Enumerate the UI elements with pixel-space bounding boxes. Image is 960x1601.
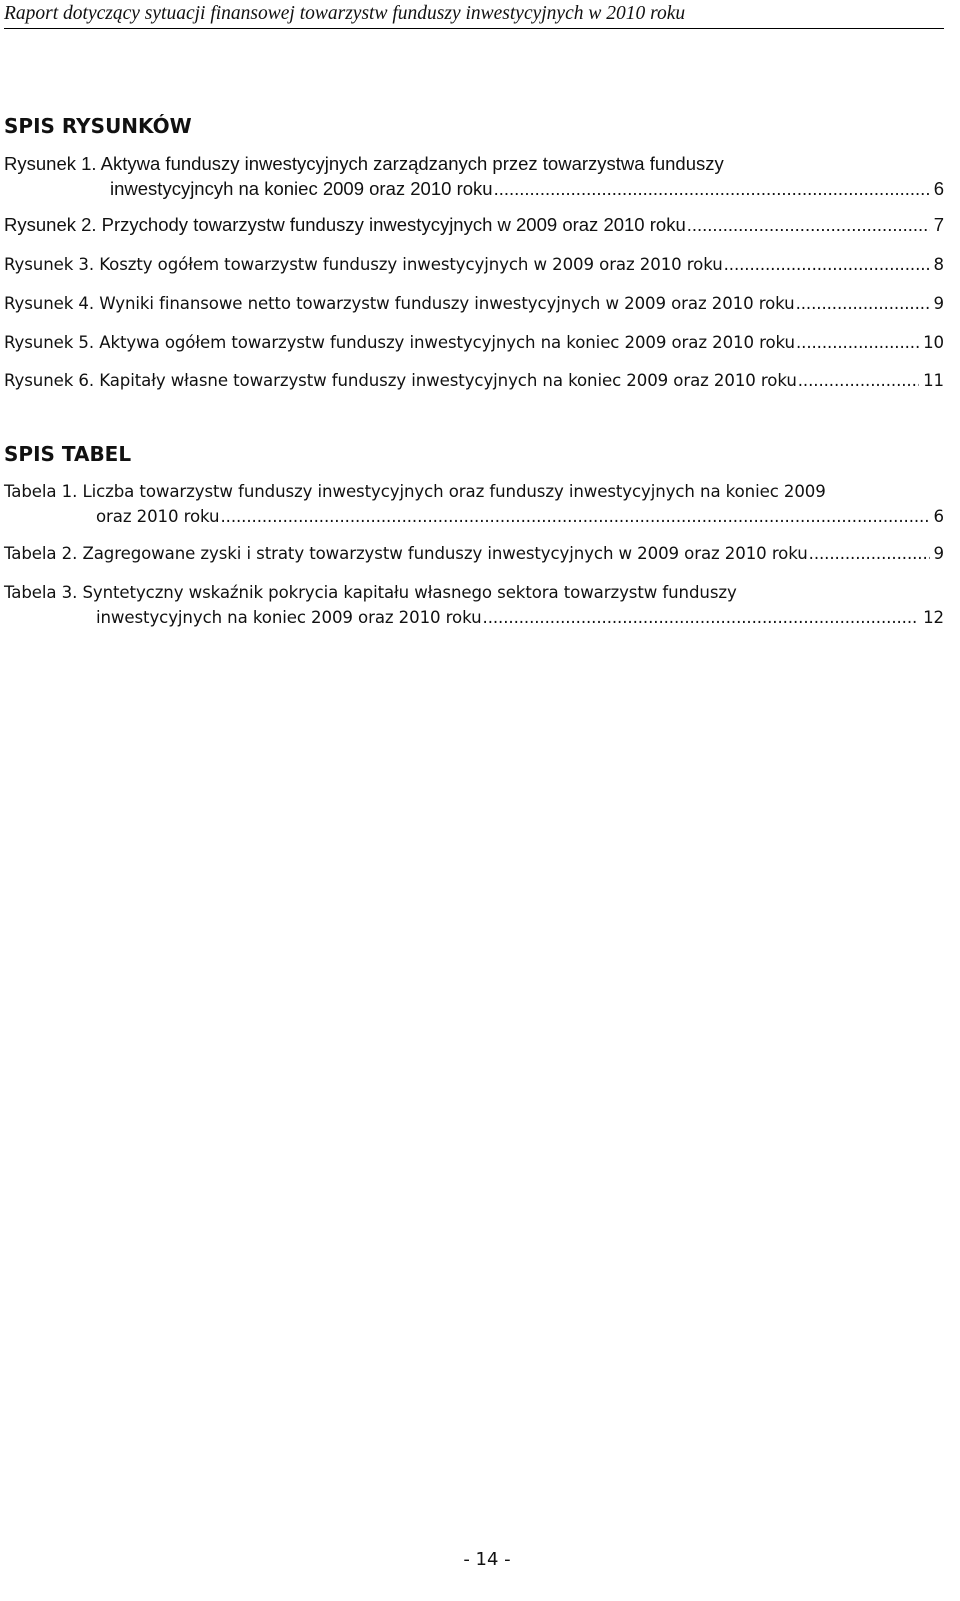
toc-leader-dots [724,252,930,277]
toc-entry-line [4,330,944,355]
toc-entry-line [4,212,944,237]
toc-entry-line [4,252,944,277]
toc-entry-text: oraz 2010 roku [96,507,220,526]
toc-leader-dots [220,504,929,529]
toc-entry-text: Rysunek 4. Wyniki finansowe netto towarzystw funduszy inwestycyjnych w 2009 oraz 2010 roku [4,294,795,313]
toc-entry-line [4,580,944,605]
toc-page-number: 12 [923,608,944,627]
toc-entry-figure-4[interactable] [4,291,944,316]
toc-entry-line [4,151,944,176]
toc-entry-text: Tabela 1. Liczba towarzystw funduszy inwestycyjnych oraz funduszy inwestycyjnych na koniec 2009 [4,482,826,501]
figures-section-title: SPIS RYSUNKÓW [4,114,192,138]
toc-page-number: 9 [933,544,944,563]
page-footer [0,1548,960,1572]
toc-entry-figure-5[interactable] [4,330,944,355]
toc-leader-dots [809,541,930,566]
toc-leader-dots [687,212,930,237]
toc-leader-dots [494,176,930,201]
toc-leader-dots [796,291,930,316]
toc-entry-line [4,479,944,504]
toc-entry-text: Tabela 2. Zagregowane zyski i straty towarzystw funduszy inwestycyjnych w 2009 oraz 2010 roku [4,544,808,563]
tables-section-title: SPIS TABEL [4,442,132,466]
toc-entry-figure-2[interactable] [4,212,944,237]
toc-entry-text: Rysunek 2. Przychody towarzystw funduszy inwestycyjnych w 2009 oraz 2010 roku [4,214,686,235]
toc-entry-text: Rysunek 3. Koszty ogółem towarzystw funduszy inwestycyjnych w 2009 oraz 2010 roku [4,255,723,274]
toc-entry-line [4,368,944,393]
toc-entry-text: Rysunek 5. Aktywa ogółem towarzystw funduszy inwestycyjnych na koniec 2009 oraz 2010 roku [4,333,795,352]
toc-page-number: 9 [933,294,944,313]
toc-page-number: 6 [933,178,944,199]
toc-entry-line [4,504,944,529]
page-number: - 14 - [463,1549,511,1570]
toc-entry-text: Rysunek 6. Kapitały własne towarzystw funduszy inwestycyjnych na koniec 2009 oraz 2010 roku [4,371,797,390]
toc-page-number: 8 [933,255,944,274]
toc-entry-line [4,176,944,201]
toc-entry-table-1[interactable] [4,479,944,529]
toc-entry-figure-1[interactable] [4,151,944,201]
toc-entry-figure-6[interactable] [4,368,944,393]
toc-entry-table-2[interactable] [4,541,944,566]
toc-leader-dots [483,605,920,630]
toc-entry-text: Tabela 3. Syntetyczny wskaźnik pokrycia kapitału własnego sektora towarzystw funduszy [4,583,737,602]
toc-entry-line [4,291,944,316]
toc-entry-text: Rysunek 1. Aktywa funduszy inwestycyjnych zarządzanych przez towarzystwa funduszy [4,153,724,174]
toc-leader-dots [798,368,919,393]
toc-page-number: 10 [923,333,944,352]
toc-entry-line [4,541,944,566]
toc-leader-dots [796,330,919,355]
running-header-title: Raport dotyczący sytuacji finansowej towarzystw funduszy inwestycyjnych w 2010 roku [4,3,686,24]
toc-entry-figure-3[interactable] [4,252,944,277]
toc-entry-line [4,605,944,630]
toc-page-number: 6 [933,507,944,526]
running-header [4,2,944,29]
toc-page-number: 11 [923,371,944,390]
toc-page-number: 7 [933,214,944,235]
toc-entry-text: inwestycyjncyh na koniec 2009 oraz 2010 roku [110,178,493,199]
toc-entry-text: inwestycyjnych na koniec 2009 oraz 2010 roku [96,608,482,627]
toc-entry-table-3[interactable] [4,580,944,630]
